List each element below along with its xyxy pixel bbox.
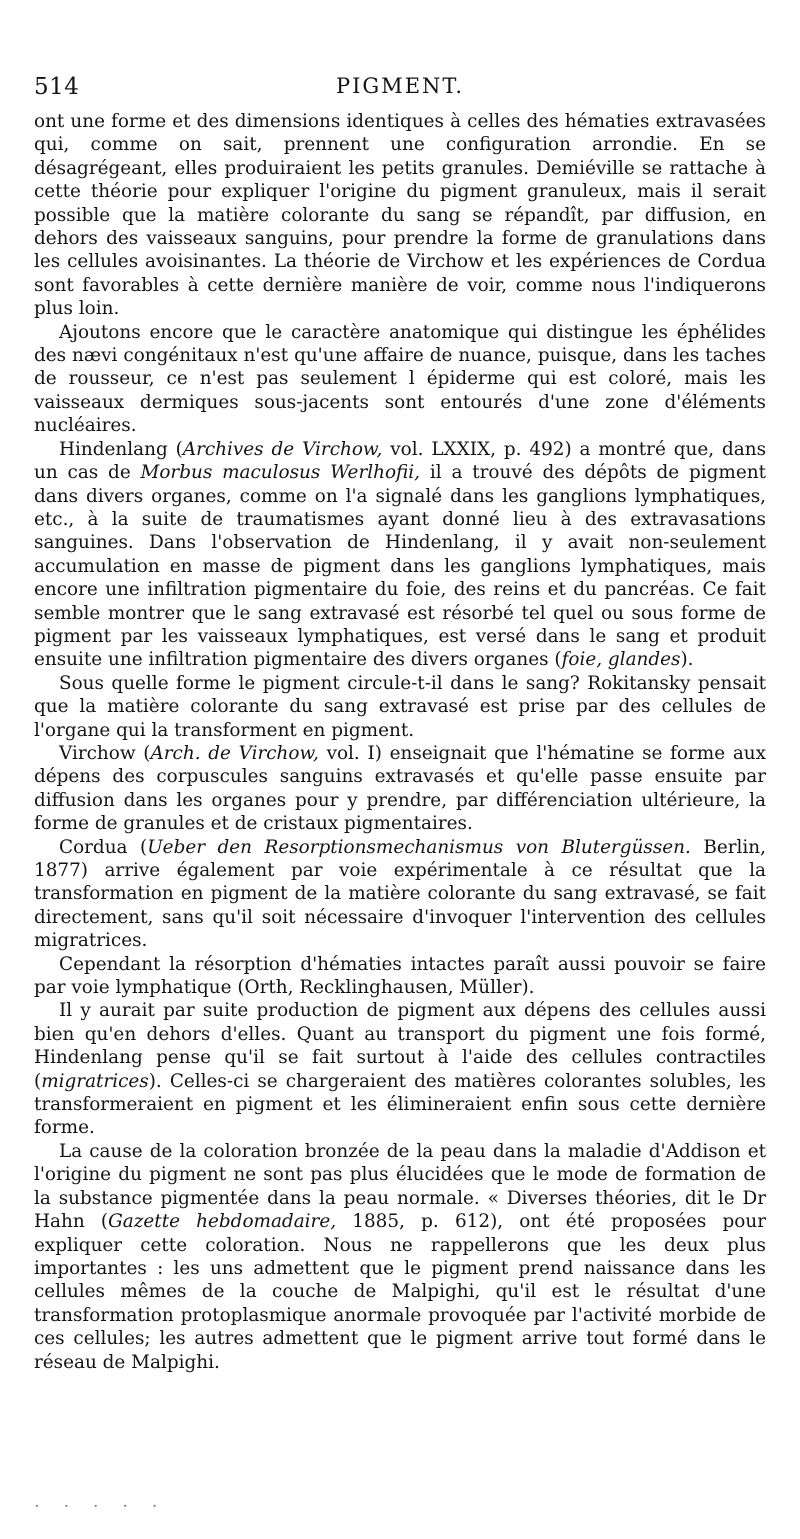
italic-citation: Morbus maculosus Werlhofii, xyxy=(140,462,421,484)
text-run: vol. I) enseignait que l'hématine se forme aux dépens des corpuscules sanguins extravasés et qu'elle passe ensuite par diffusion dans les organes pour y prendre, par différenciation ultérieure, la forme de granules et de cristaux pigmentaires. xyxy=(34,742,767,835)
paragraph xyxy=(34,438,766,672)
footer-specks: · · · · · xyxy=(34,1496,167,1517)
italic-citation: Gazette hebdomadaire, xyxy=(108,1211,337,1233)
running-title: PIGMENT. xyxy=(335,74,464,98)
italic-citation: Archives de Virchow, xyxy=(182,438,383,460)
italic-citation: Arch. de Virchow, xyxy=(150,742,319,764)
text-run: vol. LXXIX, p. 492) a montré que, dans un cas de xyxy=(34,438,767,484)
page-number: 514 xyxy=(34,74,80,100)
body-text xyxy=(34,110,766,1374)
text-run: il a trouvé des dépôts de pigment dans divers organes, comme on l'a signalé dans les ganglions lymphatiques, etc., à la suite de traumatismes ayant donné lieu à des extravasations sanguines. Dans l'observation de Hindenlang, il y avait non-seulement accumulation en masse de pigment dans les ganglions lymphatiques, mais encore une infiltration pigmentaire du foie, des reins et du pancréas. Ce fait semble montrer que le sang extravasé est résorbé tel quel ou sous forme de pigment par les vaisseaux lymphatiques, est versé dans le sang et produit ensuite une infiltration pigmentaire des divers organes ( xyxy=(34,462,766,671)
text-run: 1885, p. 612), ont été proposées pour expliquer cette coloration. Nous ne rappellerons que les deux plus importantes : les uns admettent que le pigment prend naissance dans les cellules mêmes de la couche de Malpighi, qu'il est le résultat d'une transformation protoplasmique anormale provoquée par l'activité morbide de ces cellules; les autres admettent que le pigment arrive tout formé dans le réseau de Malpighi. xyxy=(34,1211,766,1373)
text-run: Sous quelle forme le pigment circule-t-il dans le sang? Rokitansky pensait que la matière colorante du sang extravasé est prise par des cellules de l'organe qui la transforment en pigment. xyxy=(34,672,766,741)
italic-citation: Ueber den Resorptionsmechanismus von Blutergüssen. xyxy=(147,836,691,858)
text-run: Ajoutons encore que le caractère anatomique qui distingue les éphélides des nævi congénitaux n'est qu'une affaire de nuance, puisque, dans les taches de rousseur, ce n'est pas seulement l épiderme qui est coloré, mais les vaisseaux dermiques sous-jacents sont entourés d'une zone d'éléments nucléaires. xyxy=(34,321,766,437)
text-run: Virchow ( xyxy=(59,742,151,764)
text-run: Il y aurait par suite production de pigment aux dépens des cellules aussi bien qu'en dehors d'elles. Quant au transport du pigment une fois formé, Hindenlang pense qu'il se fait surtout à l'aide des cellules contractiles ( xyxy=(34,1000,766,1092)
italic-citation: migratrices xyxy=(41,1070,149,1092)
text-run: Cependant la résorption d'hématies intactes paraît aussi pouvoir se faire par voie lymphatique (Orth, Recklinghausen, Müller). xyxy=(34,953,766,999)
paragraph xyxy=(34,672,766,742)
text-run: ont une forme et des dimensions identiques à celles des hématies extravasées qui, comme on sait, prennent une configuration arrondie. En se désagrégeant, elles produiraient les petits granules. Demiéville se rattache à cette théorie pour expliquer l'origine du pigment granuleux, mais il serait possible que la matière colorante du sang se répandît, par diffusion, en dehors des vaisseaux sanguins, pour prendre la forme de granulations dans les cellules avoisinantes. La théorie de Virchow et les expériences de Cordua sont favorables à cette dernière manière de voir, comme nous l'indiquerons plus loin. xyxy=(34,111,766,320)
text-run: La cause de la coloration bronzée de la peau dans la maladie d'Addison et l'origine du pigment ne sont pas plus élucidées que le mode de formation de la substance pigmentée dans la peau normale. « Diverses théories, dit le Dr Hahn ( xyxy=(34,1140,766,1233)
paragraph xyxy=(34,742,766,836)
text-run: Cordua ( xyxy=(59,836,148,858)
page-header xyxy=(34,74,766,104)
paragraph xyxy=(34,321,766,438)
paragraph xyxy=(34,953,766,1000)
paragraph xyxy=(34,110,766,321)
paragraph xyxy=(34,999,766,1139)
text-run: Hindenlang ( xyxy=(59,438,183,460)
text-run: ). Celles-ci se chargeraient des matières colorantes solubles, les transformeraient en pigment et les élimineraient enfin sous cette dernière forme. xyxy=(34,1070,766,1139)
paragraph xyxy=(34,836,766,953)
italic-citation: foie, glandes xyxy=(561,649,681,671)
text-run: Berlin, 1877) arrive également par voie expérimentale à ce résultat que la transformation en pigment de la matière colorante du sang extravasé, se fait directement, sans qu'il soit nécessaire d'invoquer l'intervention des cellules migratrices. xyxy=(34,836,766,952)
paragraph xyxy=(34,1140,766,1374)
text-run: ). xyxy=(680,649,694,671)
